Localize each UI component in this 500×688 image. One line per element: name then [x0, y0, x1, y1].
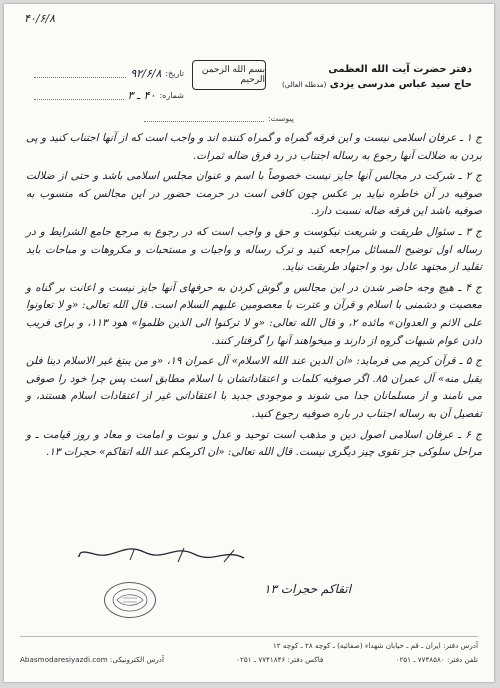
- handwritten-answers: [26, 130, 482, 465]
- number-label: شماره:: [159, 90, 184, 100]
- name-suffix: (مدظله العالی): [282, 81, 327, 89]
- answer-paragraph: ج ۲ ـ شرکت در مجالس آنها جایز نیست خصوصاً با اسم و عنوان مجلس اسلامی باشد و حتی از ضلالت صوفیه در آن خاطره نیاید بر عکس چون کافی است در حرمت حضور در این مجالس که منسوب به صوفیه باشد این فرقه ضاله نسبت دارد.: [26, 170, 482, 218]
- answer-paragraph: ج ۳ ـ سئوال طریقت و شریعت نیکوست و حق و واجب است که در رجوع به مرجع جامع الشرایط و در رساله اول توضیح المسائل مراجعه کنید و ترک رساله و واجبات و مستحبات و مکروهات و مباحات باید تقلید از مجتهد عادل بود و اجتهاد طریقت نباید.: [26, 225, 482, 274]
- number-row: [34, 84, 184, 106]
- closing-verse-reference: اتقاکم حجرات ۱۳: [264, 582, 352, 596]
- letterhead-footer: [20, 636, 478, 664]
- attachment-row: [144, 114, 294, 123]
- date-value: ۹۲/۶/۸: [130, 66, 162, 80]
- letter-meta: [34, 62, 184, 106]
- website-label: آدرس الکترونیکی:: [109, 655, 164, 664]
- office-title: دفتر حضرت آیت الله العظمی: [328, 64, 472, 75]
- number-dotted-line: [34, 91, 124, 100]
- bismillah-box: بسم الله الرحمن الرحیم: [192, 60, 266, 90]
- office-seal-icon: [104, 582, 156, 618]
- number-value: ۴۰ ـ ۳: [127, 88, 156, 102]
- attachment-dotted-line: [144, 115, 264, 122]
- attachment-label: پیوست:: [267, 114, 294, 123]
- website-link[interactable]: Abasmodaresiyazdi.com: [20, 655, 108, 664]
- answer-paragraph: ج ۴ ـ هیچ وجه حاضر شدن در این مجالس و گوش کردن به حرفهای آنها جایز نیست و اعانت بر گناه و معصیت و دشمنی با اسلام و قرآن و عترت با معصومین علیهم السلام است. قال الله تعالی: «و لا تعاونوا علی الاثم و العدوان» مائده ۲، و قال الله تعالی: «و لا ترکنوا الی الذین ظلموا» هود ۱۱۳، و برای فریب دادن عوام شبهات گروه از دارند و میخواهند آنها را گرفتار کنند.: [26, 281, 482, 347]
- answer-paragraph: ج ۶ ـ عرفان اسلامی اصول دین و مذهب است توحید و عدل و نبوت و امامت و معاد و روز قیامت ـ و مراحل سلوکی جز تقوی چیز دیگری نیست. قال الله تعالی: «ان اکرمکم عند الله اتقاکم» حجرات ۱۳.: [26, 428, 482, 459]
- date-dotted-line: [34, 69, 126, 78]
- date-label: تاریخ:: [165, 68, 184, 78]
- contact-row: [20, 655, 478, 664]
- seal-ornament-icon: [105, 583, 155, 617]
- office-phone: تلفن دفتر: ۷۷۴۸۵۸۰ ـ ۰۲۵۱: [395, 655, 478, 664]
- signature-scrawl-icon: [74, 544, 254, 568]
- office-address: آدرس دفتر: ایران ـ قم ـ خیابان شهداء (صفائیه) ـ کوچه ۲۸ ـ کوچه ۱۲: [272, 641, 478, 650]
- signature-block: [64, 544, 264, 604]
- date-row: [34, 62, 184, 84]
- handwritten-top-mark: ۴۰/۶/۸: [24, 12, 56, 25]
- answer-paragraph: ج ۵ ـ قرآن کریم می فرماید: «ان الدین عند الله الاسلام» آل عمران ۱۹، «و من یبتغ غیر الاسلام دینا فلن یقبل منه» آل عمران ۸۵. اگر صوفیه کلمات و اعتقاداتشان با اسلام مطابق است پس چرا خود را صوفی می نامند و از مسلمانان جدا می شوند و موجودی جدید با اعتقاداتی غیر از اعتقادات اسلام هستند، و تفصیل آن به رساله اجتناب در باره صوفیه رجوع کنید.: [26, 355, 482, 420]
- ayatollah-name: [272, 79, 472, 90]
- name-text: حاج سید عباس مدرسی یزدی: [329, 79, 472, 90]
- answer-paragraph: ج ۱ ـ عرفان اسلامی نیست و این فرقه گمراه و گمراه کننده اند و واجب است که از آنها اجتناب کنید و پی بردن به ضلالت آنها رجوع به رساله اجتناب در رد فرق ضاله ثمرات.: [26, 132, 482, 162]
- letterhead: [272, 64, 472, 90]
- website-block: [20, 655, 164, 664]
- letter-page: [4, 4, 494, 682]
- office-fax: فاکس دفتر: ۷۷۴۱۸۴۶ ـ ۰۲۵۱: [236, 655, 324, 664]
